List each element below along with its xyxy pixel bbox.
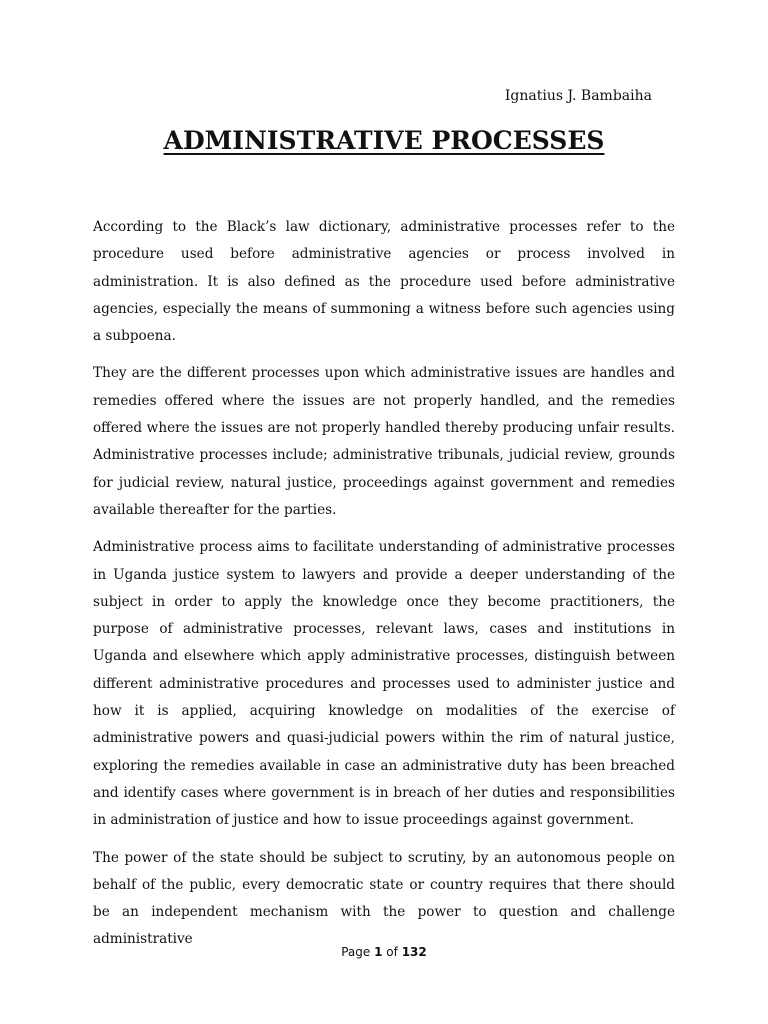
- document-title-text: ADMINISTRATIVE PROCESSES: [163, 126, 605, 155]
- page-label: Page: [341, 945, 371, 959]
- paragraph: Administrative process aims to facilitate understanding of administrative processes in Uganda justice system to lawyers and provide a deeper understanding of the subject in order to apply the knowledge once they become practitioners, the purpose of administrative processes, relevant laws, cases and institutions in Uganda and elsewhere which apply administrative processes, distinguish between different administrative procedures and processes used to administer justice and how it is applied, acquiring knowledge on modalities of the exercise of administrative powers and quasi-judicial powers within the rim of natural justice, exploring the remedies available in case an administrative duty has been breached and identify cases where government is in breach of her duties and responsibilities in administration of justice and how to issue proceedings against government.: [93, 539, 675, 829]
- author-name: Ignatius J. Bambaiha: [504, 88, 652, 104]
- document-title: [0, 124, 768, 158]
- total-page-count: 132: [401, 945, 427, 959]
- paragraph: The power of the state should be subject to scrutiny, by an autonomous people on behalf of the public, every democratic state or country requires that there should be an independent mechanism with the power to question and challenge administrative: [93, 849, 675, 948]
- current-page-number: 1: [374, 945, 383, 959]
- page-separator: of: [386, 945, 398, 959]
- page-footer: [0, 944, 768, 960]
- paragraph: They are the different processes upon which administrative issues are handles and remedies offered where the issues are not properly handled, and the remedies offered where the issues are not properly handled thereby producing unfair results. Administrative processes include; administrative tribunals, judicial review, grounds for judicial review, natural justice, proceedings against government and remedies available thereafter for the parties.: [93, 365, 675, 518]
- document-body: [93, 214, 675, 964]
- paragraph: According to the Black’s law dictionary, administrative processes refer to the procedure used before administrative agencies or process involved in administration. It is also defined as the procedure used before administrative agencies, especially the means of summoning a witness before such agencies using a subpoena.: [93, 219, 675, 345]
